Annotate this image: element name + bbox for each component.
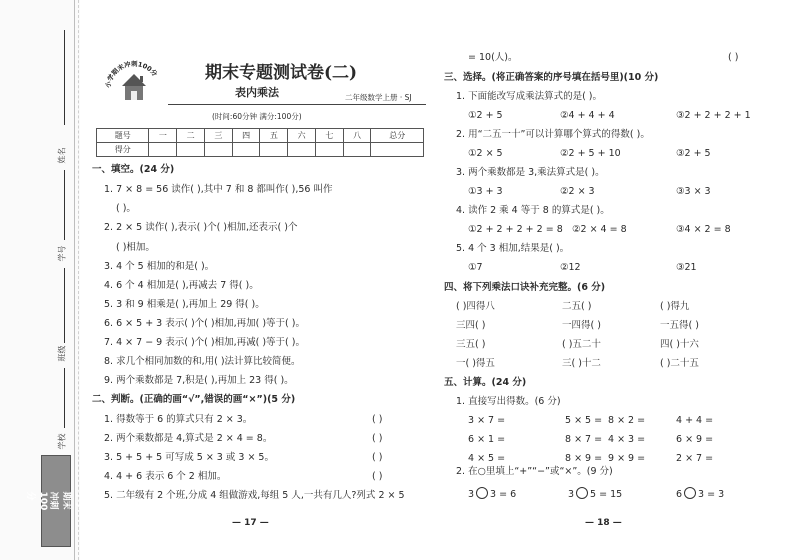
calc-question-1: 1. 直接写出得数。(6 分) xyxy=(456,396,561,407)
choice-question-5: 5. 4 个 3 相加,结果是( )。 xyxy=(456,243,570,254)
calc-question-2: 2. 在○里填上“+”“−”或“×”。(9 分) xyxy=(456,466,613,477)
operand-left: 3 xyxy=(568,489,575,500)
choice-option[interactable]: ②2 + 5 + 10 xyxy=(560,148,621,159)
score-cell[interactable] xyxy=(315,143,343,157)
rhyme-item[interactable]: 二五( ) xyxy=(562,301,592,312)
calc-item[interactable]: 8 × 2 = xyxy=(608,415,646,426)
calc-item[interactable]: 2 × 7 = xyxy=(676,453,714,464)
calc-item[interactable]: 3 × 7 = xyxy=(468,415,506,426)
question-1-9: 9. 两个乘数都是 7,积是( ),再加上 23 得( )。 xyxy=(104,375,294,386)
question-1-8: 8. 求几个相同加数的和,用( )法计算比较简便。 xyxy=(104,356,301,367)
judge-question-1: 1. 得数等于 6 的算式只有 2 × 3。 xyxy=(104,414,253,425)
choice-option[interactable]: ③2 + 5 xyxy=(676,148,711,159)
score-header-cell: 四 xyxy=(232,129,260,143)
choice-option[interactable]: ③4 × 2 = 8 xyxy=(676,224,731,235)
score-cell[interactable] xyxy=(149,143,177,157)
judge-answer-4[interactable]: ( ) xyxy=(372,471,383,482)
judge-answer-3[interactable]: ( ) xyxy=(372,452,383,463)
operator-circle-icon[interactable] xyxy=(684,487,696,499)
operator-item xyxy=(568,487,622,501)
judge-question-5: 5. 二年级有 2 个班,分成 4 组做游戏,每组 5 人,一共有几人?列式 2 × 5 xyxy=(104,490,405,501)
rhyme-item[interactable]: 一五得( ) xyxy=(660,320,699,331)
score-row-label: 得分 xyxy=(97,143,149,157)
choice-option[interactable]: ①2 + 2 + 2 + 2 = 8 xyxy=(468,224,563,235)
series-badge xyxy=(25,455,84,547)
choice-option[interactable]: ②12 xyxy=(560,262,581,273)
score-header-row xyxy=(97,129,424,143)
calc-item[interactable]: 4 × 5 = xyxy=(468,453,506,464)
choice-option[interactable]: ②2 × 3 xyxy=(560,186,595,197)
calc-item[interactable]: 4 × 3 = xyxy=(608,434,646,445)
grade-label: 二年级数学上册 · SJ xyxy=(345,93,412,102)
rhyme-item[interactable]: 一四得( ) xyxy=(562,320,601,331)
header-rule xyxy=(168,104,426,105)
calc-item[interactable]: 4 + 4 = xyxy=(676,415,714,426)
score-cell[interactable] xyxy=(260,143,288,157)
id-label: 学号 xyxy=(57,245,67,262)
score-header-cell: 题号 xyxy=(97,129,149,143)
judge-question-3: 3. 5 + 5 + 5 可写成 5 × 3 或 3 × 5。 xyxy=(104,452,274,463)
rhyme-item[interactable]: ( )二十五 xyxy=(660,358,699,369)
calc-item[interactable]: 6 × 9 = xyxy=(676,434,714,445)
score-header-cell: 八 xyxy=(343,129,371,143)
choice-option[interactable]: ①2 × 5 xyxy=(468,148,503,159)
class-label: 班级 xyxy=(57,345,67,362)
choice-question-4: 4. 读作 2 乘 4 等于 8 的算式是( )。 xyxy=(456,205,610,216)
page-number-left: — 17 — xyxy=(232,518,269,528)
calc-item[interactable]: 8 × 9 = xyxy=(565,453,603,464)
id-blank[interactable] xyxy=(64,170,65,240)
score-header-cell: 五 xyxy=(260,129,288,143)
score-header-cell: 三 xyxy=(204,129,232,143)
judge-question-4: 4. 4 + 6 表示 6 个 2 相加。 xyxy=(104,471,227,482)
operator-item xyxy=(468,487,516,501)
rhyme-item[interactable]: 三五( ) xyxy=(456,339,486,350)
question-1-2-cont: ( )相加。 xyxy=(116,242,155,253)
section5-title: 五、计算。(24 分) xyxy=(444,377,527,388)
choice-question-1: 1. 下面能改写成乘法算式的是( )。 xyxy=(456,91,603,102)
rhyme-item[interactable]: ( )得九 xyxy=(660,301,690,312)
score-header-cell: 六 xyxy=(288,129,316,143)
choice-option[interactable]: ③3 × 3 xyxy=(676,186,711,197)
judge-answer-1[interactable]: ( ) xyxy=(372,414,383,425)
page-number-right: — 18 — xyxy=(585,518,622,528)
question-1-6: 6. 6 × 5 + 3 表示( )个( )相加,再加( )等于( )。 xyxy=(104,318,305,329)
section2-title: 二、判断。(正确的画“√”,错误的画“×”)(5 分) xyxy=(92,394,296,405)
class-blank[interactable] xyxy=(64,268,65,343)
score-cell[interactable] xyxy=(232,143,260,157)
score-cell[interactable] xyxy=(288,143,316,157)
cut-line xyxy=(78,0,79,560)
rhyme-item[interactable]: ( )四得八 xyxy=(456,301,495,312)
score-row xyxy=(97,143,424,157)
choice-option[interactable]: ②4 + 4 + 4 xyxy=(560,110,615,121)
series-badge-text: 小学期末冲刺100分 xyxy=(25,491,84,511)
question-1-5: 5. 3 和 9 相乘是( ),再加上 29 得( )。 xyxy=(104,299,265,310)
score-cell[interactable] xyxy=(204,143,232,157)
score-cell[interactable] xyxy=(343,143,371,157)
choice-option[interactable]: ①3 + 3 xyxy=(468,186,503,197)
binding-line xyxy=(74,0,75,560)
operator-item xyxy=(676,487,724,501)
score-cell[interactable] xyxy=(371,143,424,157)
judge-question-2: 2. 两个乘数都是 4,算式是 2 × 4 = 8。 xyxy=(104,433,273,444)
operator-circle-icon[interactable] xyxy=(576,487,588,499)
score-header-cell: 七 xyxy=(315,129,343,143)
operand-right: 5 = 15 xyxy=(590,489,623,500)
operand-left: 3 xyxy=(468,489,475,500)
judge-answer-5[interactable]: ( ) xyxy=(728,52,739,63)
name-label: 姓名 xyxy=(57,147,67,164)
operator-circle-icon[interactable] xyxy=(476,487,488,499)
judge-answer-2[interactable]: ( ) xyxy=(372,433,383,444)
rhyme-item[interactable]: 四( )十六 xyxy=(660,339,699,350)
time-note: (时间:60分钟 满分:100分) xyxy=(212,112,302,121)
rhyme-item[interactable]: 三四( ) xyxy=(456,320,486,331)
rhyme-item[interactable]: 三( )十二 xyxy=(562,358,601,369)
score-header-cell: 总分 xyxy=(371,129,424,143)
choice-option[interactable]: ③21 xyxy=(676,262,697,273)
school-label: 学校 xyxy=(57,433,67,450)
question-1-1-cont: ( )。 xyxy=(116,203,136,214)
calc-item[interactable]: 8 × 7 = xyxy=(565,434,603,445)
score-header-cell: 二 xyxy=(177,129,205,143)
binding-strip xyxy=(0,0,84,560)
calc-item[interactable]: 5 × 5 = xyxy=(565,415,603,426)
choice-option[interactable]: ①7 xyxy=(468,262,483,273)
section4-title: 四、将下列乘法口诀补充完整。(6 分) xyxy=(444,282,606,293)
question-1-2: 2. 2 × 5 读作( ),表示( )个( )相加,还表示( )个 xyxy=(104,222,298,233)
operand-left: 6 xyxy=(676,489,683,500)
page-title: 期末专题测试卷(二) xyxy=(205,63,358,83)
section1-title: 一、填空。(24 分) xyxy=(92,164,175,175)
calc-item[interactable]: 6 × 1 = xyxy=(468,434,506,445)
rhyme-item[interactable]: ( )五二十 xyxy=(562,339,601,350)
question-1-1: 1. 7 × 8 = 56 读作( ),其中 7 和 8 都叫作( ),56 叫作 xyxy=(104,184,333,195)
calc-item[interactable]: 9 × 9 = xyxy=(608,453,646,464)
choice-option[interactable]: ③2 + 2 + 2 + 1 xyxy=(676,110,751,121)
logo-text: 小学期末冲刺100分 xyxy=(104,59,159,89)
house-logo-icon xyxy=(104,50,164,106)
score-header-cell: 一 xyxy=(149,129,177,143)
rhyme-item[interactable]: 一( )得五 xyxy=(456,358,495,369)
question-1-7: 7. 4 × 7 − 9 表示( )个( )相加,再减( )等于( )。 xyxy=(104,337,305,348)
operand-right: 3 = 3 xyxy=(698,489,725,500)
page-subtitle: 表内乘法 xyxy=(235,86,279,99)
operand-right: 3 = 6 xyxy=(490,489,517,500)
school-blank[interactable] xyxy=(64,368,65,428)
score-cell[interactable] xyxy=(177,143,205,157)
name-blank[interactable] xyxy=(64,30,65,125)
score-table xyxy=(96,128,424,157)
question-1-3: 3. 4 个 5 相加的和是( )。 xyxy=(104,261,215,272)
section3-title: 三、选择。(将正确答案的序号填在括号里)(10 分) xyxy=(444,72,659,83)
judge-question-5-cont: = 10(人)。 xyxy=(468,52,518,63)
choice-option[interactable]: ①2 + 5 xyxy=(468,110,503,121)
question-1-4: 4. 6 个 4 相加是( ),再减去 7 得( )。 xyxy=(104,280,259,291)
choice-question-2: 2. 用“二五一十”可以计算哪个算式的得数( )。 xyxy=(456,129,650,140)
choice-option[interactable]: ②2 × 4 = 8 xyxy=(572,224,627,235)
choice-question-3: 3. 两个乘数都是 3,乘法算式是( )。 xyxy=(456,167,605,178)
